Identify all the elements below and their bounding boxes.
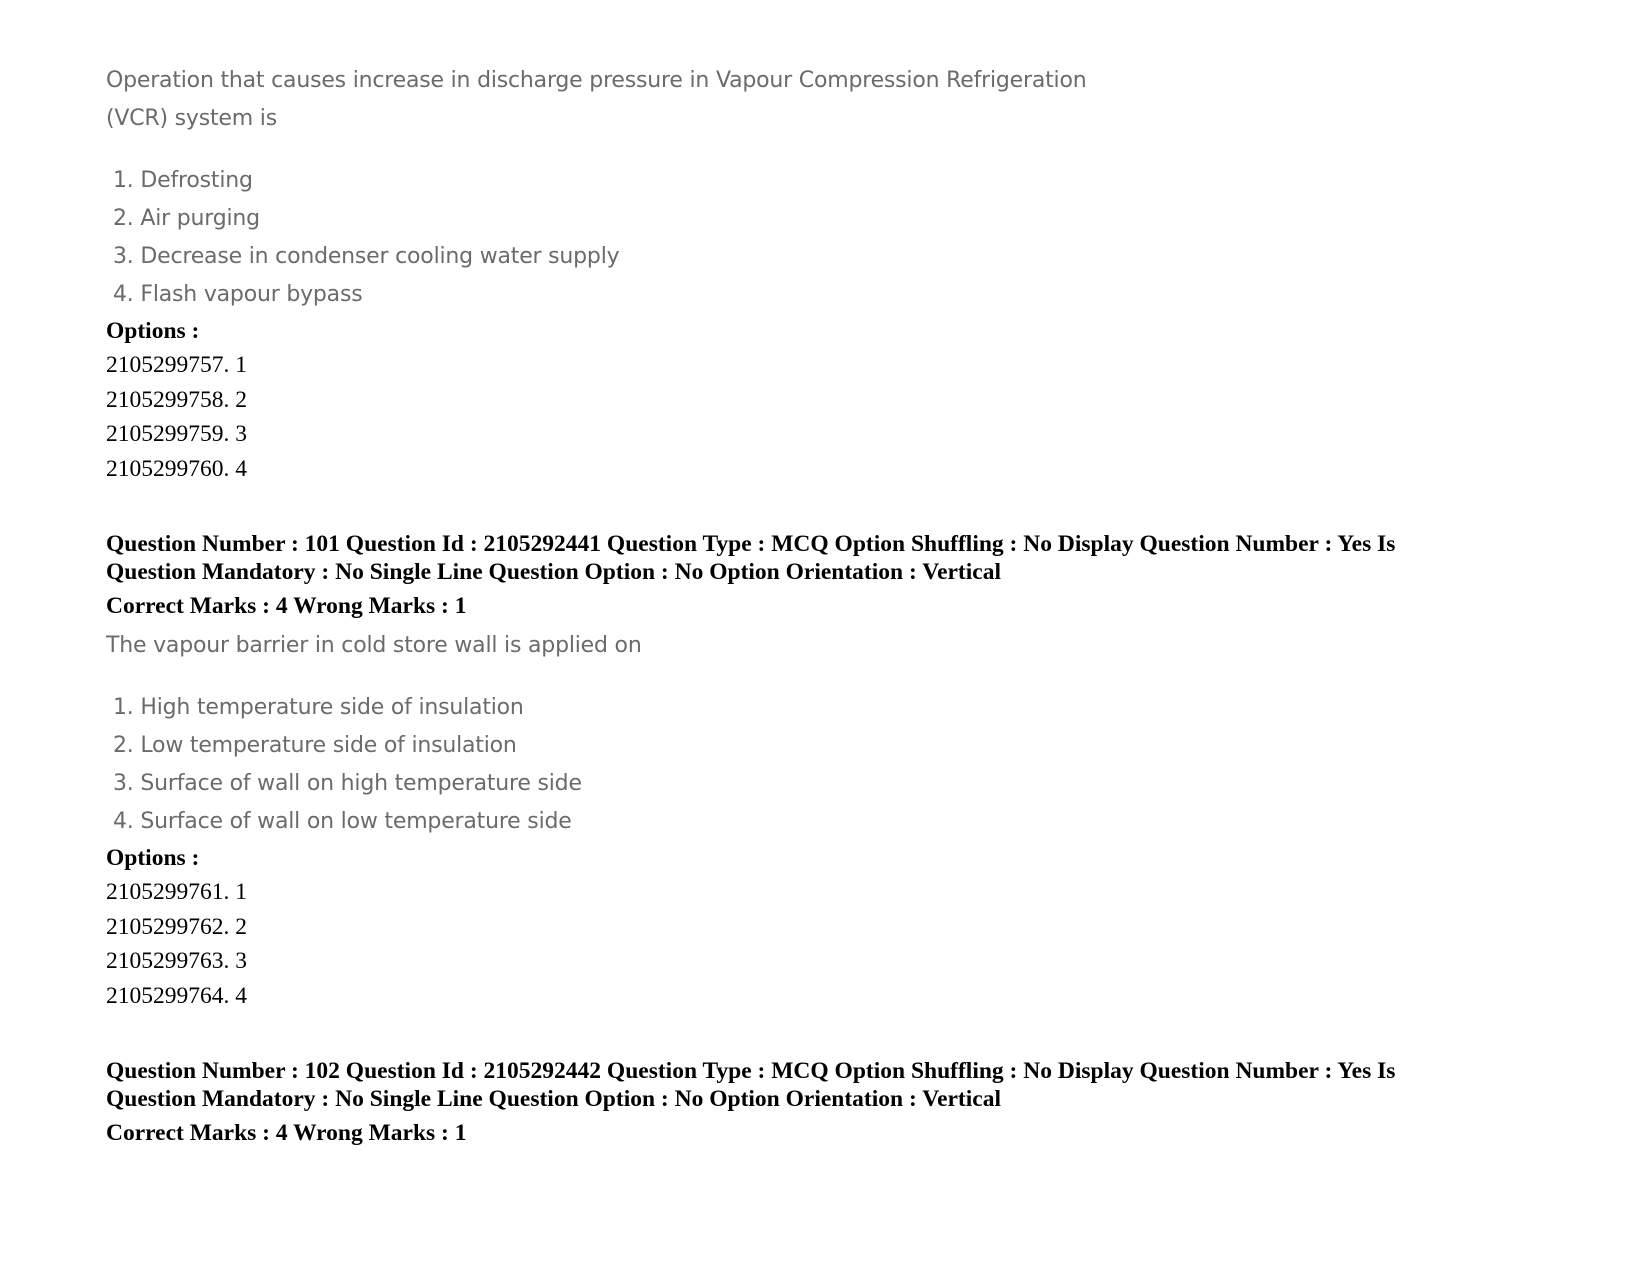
question-100-choice-4: 4. Flash vapour bypass <box>113 282 363 307</box>
question-100-block <box>106 62 1546 486</box>
question-100-option-3: 2105299759. 3 <box>106 421 247 447</box>
spacer <box>106 486 1546 530</box>
question-101-option-3: 2105299763. 3 <box>106 948 247 974</box>
question-101-block <box>106 530 1546 1013</box>
question-101-stem: The vapour barrier in cold store wall is applied on <box>106 633 642 658</box>
question-101-option-1: 2105299761. 1 <box>106 879 247 905</box>
question-101-options <box>106 875 1546 1013</box>
question-102-meta-line-2: Question Mandatory : No Single Line Question Option : No Option Orientation : Vertical <box>106 1086 1001 1112</box>
question-100-option-2: 2105299758. 2 <box>106 386 247 413</box>
question-102-block <box>106 1057 1546 1150</box>
question-100-choice-1: 1. Defrosting <box>113 168 253 193</box>
question-101-meta-line-2: Question Mandatory : No Single Line Question Option : No Option Orientation : Vertical <box>106 559 1001 585</box>
question-101-options-label: Options : <box>106 845 200 871</box>
question-101-choice-2: 2. Low temperature side of insulation <box>113 733 517 758</box>
question-102-marks: Correct Marks : 4 Wrong Marks : 1 <box>106 1120 467 1146</box>
question-101-meta-line-1: Question Number : 101 Question Id : 2105292441 Question Type : MCQ Option Shuffling : No Display Question Number : Yes Is <box>106 531 1396 557</box>
spacer <box>106 1013 1546 1057</box>
question-101-option-2: 2105299762. 2 <box>106 913 247 940</box>
question-101-choices <box>106 689 1546 841</box>
question-101-choice-3: 3. Surface of wall on high temperature side <box>113 771 582 796</box>
question-100-stem-line-1: Operation that causes increase in discharge pressure in Vapour Compression Refrigeration <box>106 68 1087 93</box>
document-page <box>106 62 1546 1150</box>
question-101-image-text <box>106 627 1546 841</box>
question-101-choice-1: 1. High temperature side of insulation <box>113 695 524 720</box>
question-100-choice-3: 3. Decrease in condenser cooling water supply <box>113 244 620 269</box>
question-100-option-4: 2105299760. 4 <box>106 455 247 482</box>
question-100-stem <box>106 62 1546 138</box>
question-100-option-1: 2105299757. 1 <box>106 352 247 378</box>
question-100-options <box>106 348 1546 486</box>
question-101-option-4: 2105299764. 4 <box>106 982 247 1009</box>
question-101-choice-4: 4. Surface of wall on low temperature side <box>113 809 572 834</box>
question-100-choice-2: 2. Air purging <box>113 206 260 231</box>
question-100-choices <box>106 162 1546 314</box>
question-100-options-label: Options : <box>106 318 200 344</box>
question-100-stem-line-2: (VCR) system is <box>106 106 277 131</box>
question-101-marks: Correct Marks : 4 Wrong Marks : 1 <box>106 593 467 619</box>
question-100-image-text <box>106 62 1546 314</box>
question-102-meta-line-1: Question Number : 102 Question Id : 2105292442 Question Type : MCQ Option Shuffling : No Display Question Number : Yes Is <box>106 1058 1396 1084</box>
